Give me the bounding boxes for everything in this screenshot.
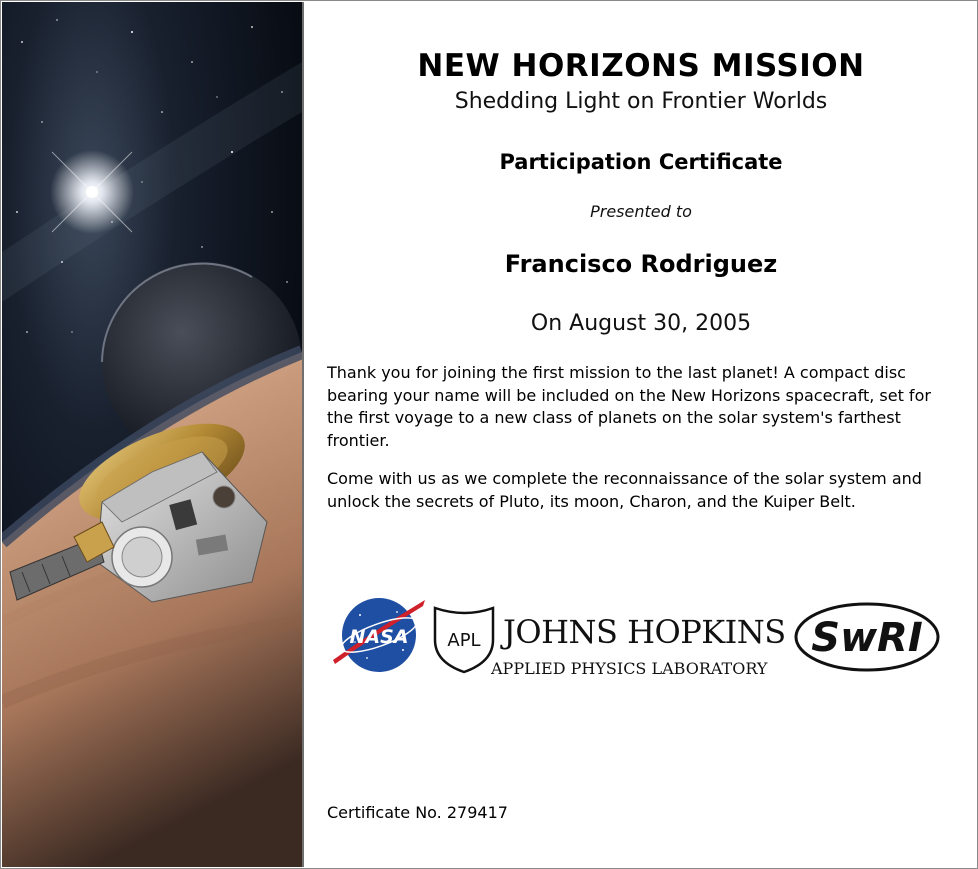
recipient-name: Francisco Rodriguez [504, 250, 778, 278]
certificate-date: On August 30, 2005 [530, 311, 752, 336]
nasa-logo [333, 598, 425, 672]
thank-you-paragraph: Thank you for joining the first mission to the last planet! A compact disc bearing your name will be included on the New Horizons spacecraft, set for the first voyage to a new class of planets on the solar system's farthest frontier. [327, 363, 931, 450]
apl-logo-text: APL [447, 630, 481, 651]
mission-subtitle: Shedding Light on Frontier Worlds [454, 89, 828, 114]
swri-logo [796, 604, 938, 670]
apl-logo [435, 608, 493, 672]
jhu-name-text: JOHNS HOPKINS [503, 613, 786, 651]
jhu-lab-text: APPLIED PHYSICS LABORATORY [491, 659, 768, 678]
spacecraft-illustration [2, 2, 304, 867]
certificate-body [305, 2, 977, 867]
certificate-heading: Participation Certificate [499, 150, 783, 174]
certificate-number: Certificate No. 279417 [327, 803, 508, 822]
presented-to-label: Presented to [590, 202, 692, 221]
mission-paragraph: Come with us as we complete the reconnaissance of the solar system and unlock the secrets of Pluto, its moon, Charon, and the Kuiper Belt. [327, 469, 922, 511]
swri-logo-text: SwRI [811, 615, 923, 661]
mission-title: NEW HORIZONS MISSION [417, 48, 865, 84]
sponsor-logos [305, 590, 977, 690]
nasa-logo-text: NASA [349, 626, 409, 648]
